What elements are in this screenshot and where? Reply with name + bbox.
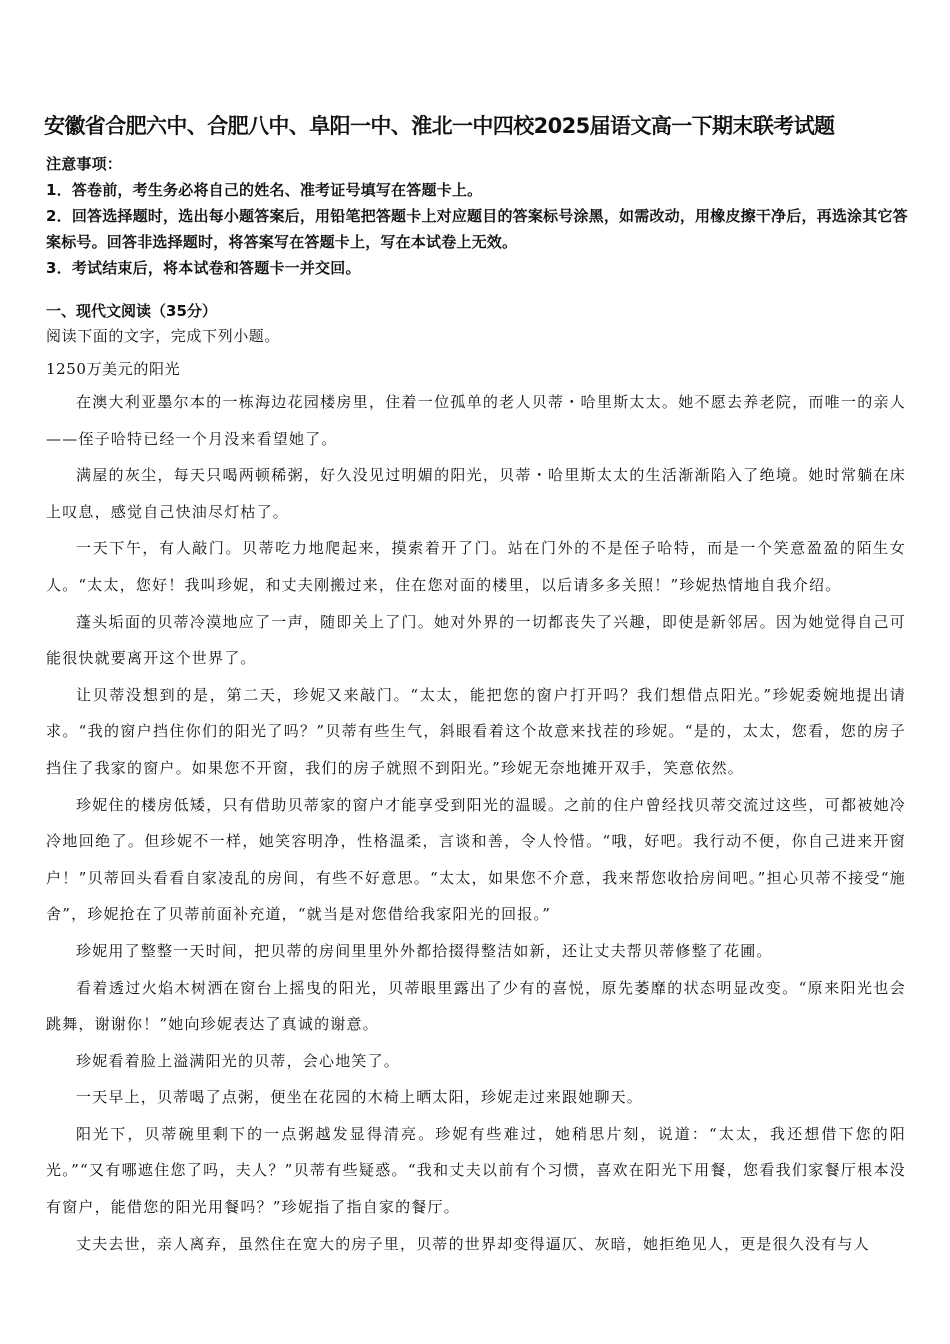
notice-heading: 注意事项： xyxy=(46,155,123,173)
notice-block xyxy=(46,151,916,281)
article-paragraph: 珍妮用了整整一天时间，把贝蒂的房间里里外外都拾掇得整洁如新，还让丈夫帮贝蒂修整了花圃。 xyxy=(76,941,773,960)
section-heading: 一、现代文阅读（35分） xyxy=(46,302,217,320)
notice-item: 3．考试结束后，将本试卷和答题卡一并交回。 xyxy=(46,259,361,277)
article-title: 1250万美元的阳光 xyxy=(46,360,181,378)
article-paragraph: 一天早上，贝蒂喝了点粥，便坐在花园的木椅上晒太阳，珍妮走过来跟她聊天。 xyxy=(76,1088,644,1107)
article-paragraph: 珍妮看着脸上溢满阳光的贝蒂，会心地笑了。 xyxy=(76,1051,401,1070)
article-paragraph: 看着透过火焰木树洒在窗台上摇曳的阳光，贝蒂眼里露出了少有的喜悦，原先萎靡的状态明显改变。“原来阳光也会跳舞，谢谢你！”她向珍妮表达了真诚的谢意。 xyxy=(46,978,906,1034)
article-paragraph: 在澳大利亚墨尔本的一栋海边花园楼房里，住着一位孤单的老人贝蒂・哈里斯太太。她不愿去养老院，而唯一的亲人——侄子哈特已经一个月没来看望她了。 xyxy=(46,393,906,448)
notice-item: 1．答卷前，考生务必将自己的姓名、准考证号填写在答题卡上。 xyxy=(46,181,483,199)
article-paragraph: 一天下午，有人敲门。贝蒂吃力地爬起来，摸索着开了门。站在门外的不是侄子哈特，而是一个笑意盈盈的陌生女人。“太太，您好！我叫珍妮，和丈夫刚搬过来，住在您对面的楼里，以后请多多关照！”珍妮热情地自我介绍。 xyxy=(46,539,906,594)
article-paragraph: 满屋的灰尘，每天只喝两顿稀粥，好久没见过明媚的阳光，贝蒂・哈里斯太太的生活渐渐陷入了绝境。她时常躺在床上叹息，感觉自己快油尽灯枯了。 xyxy=(46,466,906,521)
article-body xyxy=(46,384,906,1262)
exam-title: 安徽省合肥六中、合肥八中、阜阳一中、淮北一中四校2025届语文高一下期末联考试题 xyxy=(44,114,835,138)
article-paragraph: 蓬头垢面的贝蒂冷漠地应了一声，随即关上了门。她对外界的一切都丧失了兴趣，即使是新邻居。因为她觉得自己可能很快就要离开这个世界了。 xyxy=(46,612,906,668)
article-paragraph: 阳光下，贝蒂碗里剩下的一点粥越发显得清亮。珍妮有些难过，她稍思片刻，说道：“太太，我还想借下您的阳光。”“又有哪遮住您了吗，夫人？”贝蒂有些疑惑。“我和丈夫以前有个习惯，喜欢在阳光下用餐，您看我们家餐厅根本没有窗户，能借您的阳光用餐吗？”珍妮指了指自家的餐厅。 xyxy=(46,1124,906,1217)
section-instruction: 阅读下面的文字，完成下列小题。 xyxy=(46,327,281,345)
article-paragraph: 让贝蒂没想到的是，第二天，珍妮又来敲门。“太太，能把您的窗户打开吗？我们想借点阳光。”珍妮委婉地提出请求。“我的窗户挡住你们的阳光了吗？”贝蒂有些生气，斜眼看着这个故意来找茬的珍妮。“是的，太太，您看，您的房子挡住了我家的窗户。如果您不开窗，我们的房子就照不到阳光。”珍妮无奈地摊开双手，笑意依然。 xyxy=(46,685,906,777)
article-paragraph: 珍妮住的楼房低矮，只有借助贝蒂家的窗户才能享受到阳光的温暖。之前的住户曾经找贝蒂交流过这些，可都被她冷冷地回绝了。但珍妮不一样，她笑容明净，性格温柔，言谈和善，令人怜惜。“哦，好吧。我行动不便，你自己进来开窗户！”贝蒂回头看看自家凌乱的房间，有些不好意思。“太太，如果您不介意，我来帮您收拾房间吧。”担心贝蒂不接受“施舍”，珍妮抢在了贝蒂前面补充道，“就当是对您借给我家阳光的回报。” xyxy=(46,795,906,924)
notice-item: 2．回答选择题时，选出每小题答案后，用铅笔把答题卡上对应题目的答案标号涂黑，如需改动，用橡皮擦干净后，再选涂其它答案标号。回答非选择题时，将答案写在答题卡上，写在本试卷上无效。 xyxy=(46,207,908,251)
article-paragraph: 丈夫去世，亲人离弃，虽然住在宽大的房子里，贝蒂的世界却变得逼仄、灰暗，她拒绝见人，更是很久没有与人 xyxy=(76,1234,870,1253)
